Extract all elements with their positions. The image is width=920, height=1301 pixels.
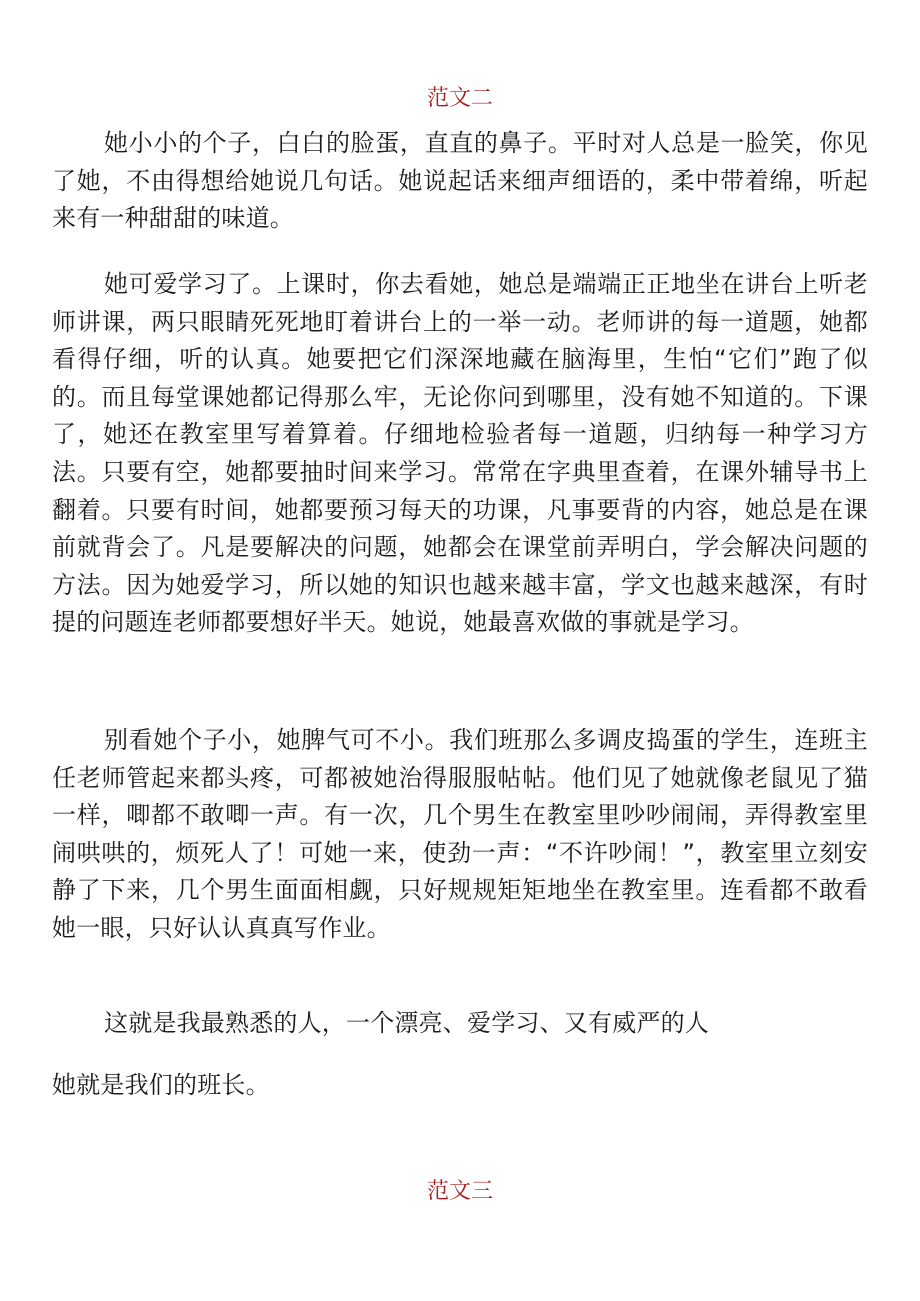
paragraph: 她可爱学习了。上课时，你去看她，她总是端端正正地坐在讲台上听老师讲课，两只眼睛死死地盯着讲台上的一举一动。老师讲的每一道题，她都看得仔细，听的认真。她要把它们深深地藏在脑海里，生怕“它们”跑了似的。而且每堂课她都记得那么牢，无论你问到哪里，没有她不知道的。下课了，她还在教室里写着算着。仔细地检验者每一道题，归纳每一种学习方法。只要有空，她都要抽时间来学习。常常在字典里查着，在课外辅导书上翻着。只要有时间，她都要预习每天的功课，凡事要背的内容，她总是在课前就背会了。凡是要解决的问题，她都会在课堂前弄明白，学会解决问题的方法。因为她爱学习，所以她的知识也越来越丰富，学文也越来越深，有时提的问题连老师都要想好半天。她说，她最喜欢做的事就是学习。 [52,270,868,637]
paragraph: 这就是我最熟悉的人，一个漂亮、爱学习、又有威严的人 [104,1009,709,1037]
paragraph: 别看她个子小，她脾气可不小。我们班那么多调皮捣蛋的学生，连班主任老师管起来都头疼，可都被她治得服服帖帖。他们见了她就像老鼠见了猫一样，唧都不敢唧一声。有一次，几个男生在教室里吵吵闹闹，弄得教室里闹哄哄的，烦死人了！可她一来，使劲一声：“不许吵闹！”，教室里立刻安静了下来，几个男生面面相觑，只好规规矩矩地坐在教室里。连看都不敢看她一眼，只好认认真真写作业。 [52,726,868,942]
section-heading: 范文三 [426,1179,493,1204]
paragraph: 她小小的个子，白白的脸蛋，直直的鼻子。平时对人总是一脸笑，你见了她，不由得想给她说几句话。她说起话来细声细语的，柔中带着绵，听起来有一种甜甜的味道。 [52,129,868,233]
section-heading: 范文二 [426,86,493,111]
paragraph: 她就是我们的班长。 [52,1071,270,1099]
